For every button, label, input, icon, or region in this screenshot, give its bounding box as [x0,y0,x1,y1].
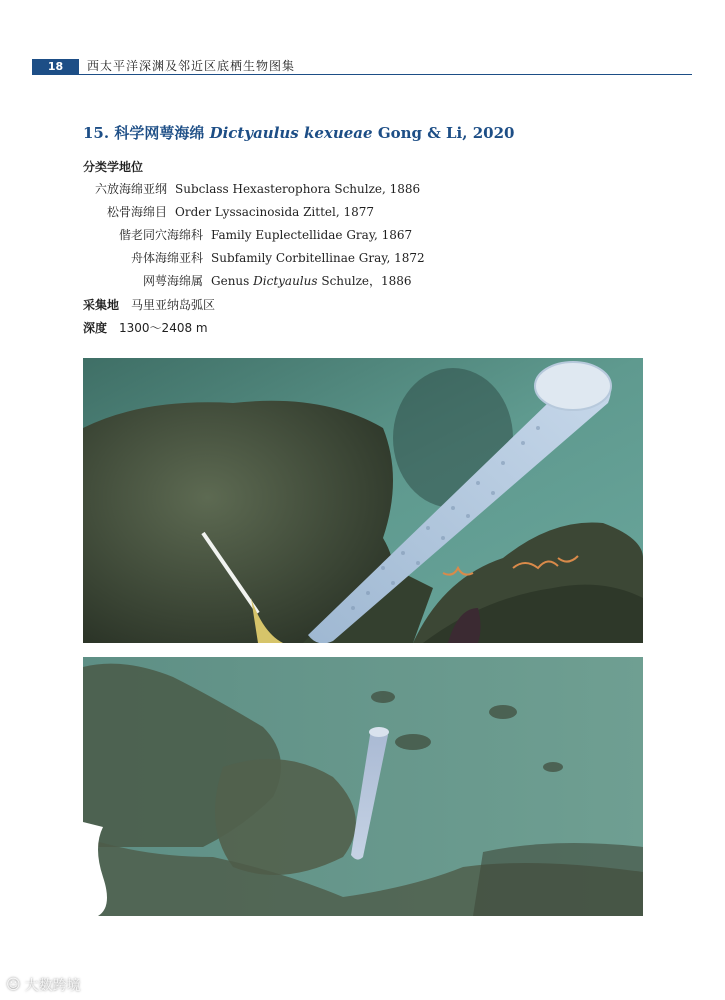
taxonomy-row-genus [143,272,412,290]
sponge-photo-bottom [83,657,643,916]
species-authority: Gong & Li, 2020 [377,124,515,142]
taxonomy-row-family [119,226,412,244]
taxonomy-row-subclass [95,180,420,198]
watermark-text: 大数跨境 [24,978,81,994]
genus-italic: Dictyaulus [253,274,318,288]
species-scientific-name: Dictyaulus kexueae [209,124,373,142]
watermark [6,975,81,995]
genus-suffix: Schulze，1886 [317,274,412,288]
taxonomy-row-subfamily [131,249,425,267]
species-chinese-name: 科学网萼海绵 [114,124,205,142]
collection-row [83,296,215,314]
taxonomy-latin: Order Lyssacinosida Zittel, 1877 [175,205,375,219]
taxonomy-label: 分类学地位 [83,160,144,174]
taxonomy-cn: 舟体海绵亚科 [131,251,204,265]
collection-label: 采集地 [83,298,120,312]
watermark-logo-icon: ☺ [6,977,21,993]
taxonomy-cn: 六放海绵亚纲 [95,182,168,196]
sponge-photo-top [83,358,643,643]
book-title: 西太平洋深渊及邻近区底栖生物图集 [87,59,296,73]
taxonomy-latin: Subfamily Corbitellinae Gray, 1872 [211,251,425,265]
species-number: 15. [83,124,110,142]
depth-row [83,319,208,337]
collection-value: 马里亚纳岛弧区 [131,298,216,312]
photo-bottom [83,657,643,916]
taxonomy-row-order [107,203,374,221]
depth-value: 1300～2408 m [119,321,208,335]
photo-top [83,358,643,643]
taxonomy-cn: 偕老同穴海绵科 [119,228,204,242]
taxonomy-cn: 网萼海绵属 [143,274,204,288]
taxonomy-latin [211,272,412,290]
taxonomy-latin: Family Euplectellidae Gray, 1867 [211,228,413,242]
page-number: 18 [32,59,79,74]
genus-prefix: Genus [211,274,254,288]
taxonomy-latin: Subclass Hexasterophora Schulze, 1886 [175,182,421,196]
header-rule [32,74,692,75]
depth-label: 深度 [83,321,108,335]
species-title [83,122,514,144]
page-header [32,59,692,77]
taxonomy-cn: 松骨海绵目 [107,205,168,219]
